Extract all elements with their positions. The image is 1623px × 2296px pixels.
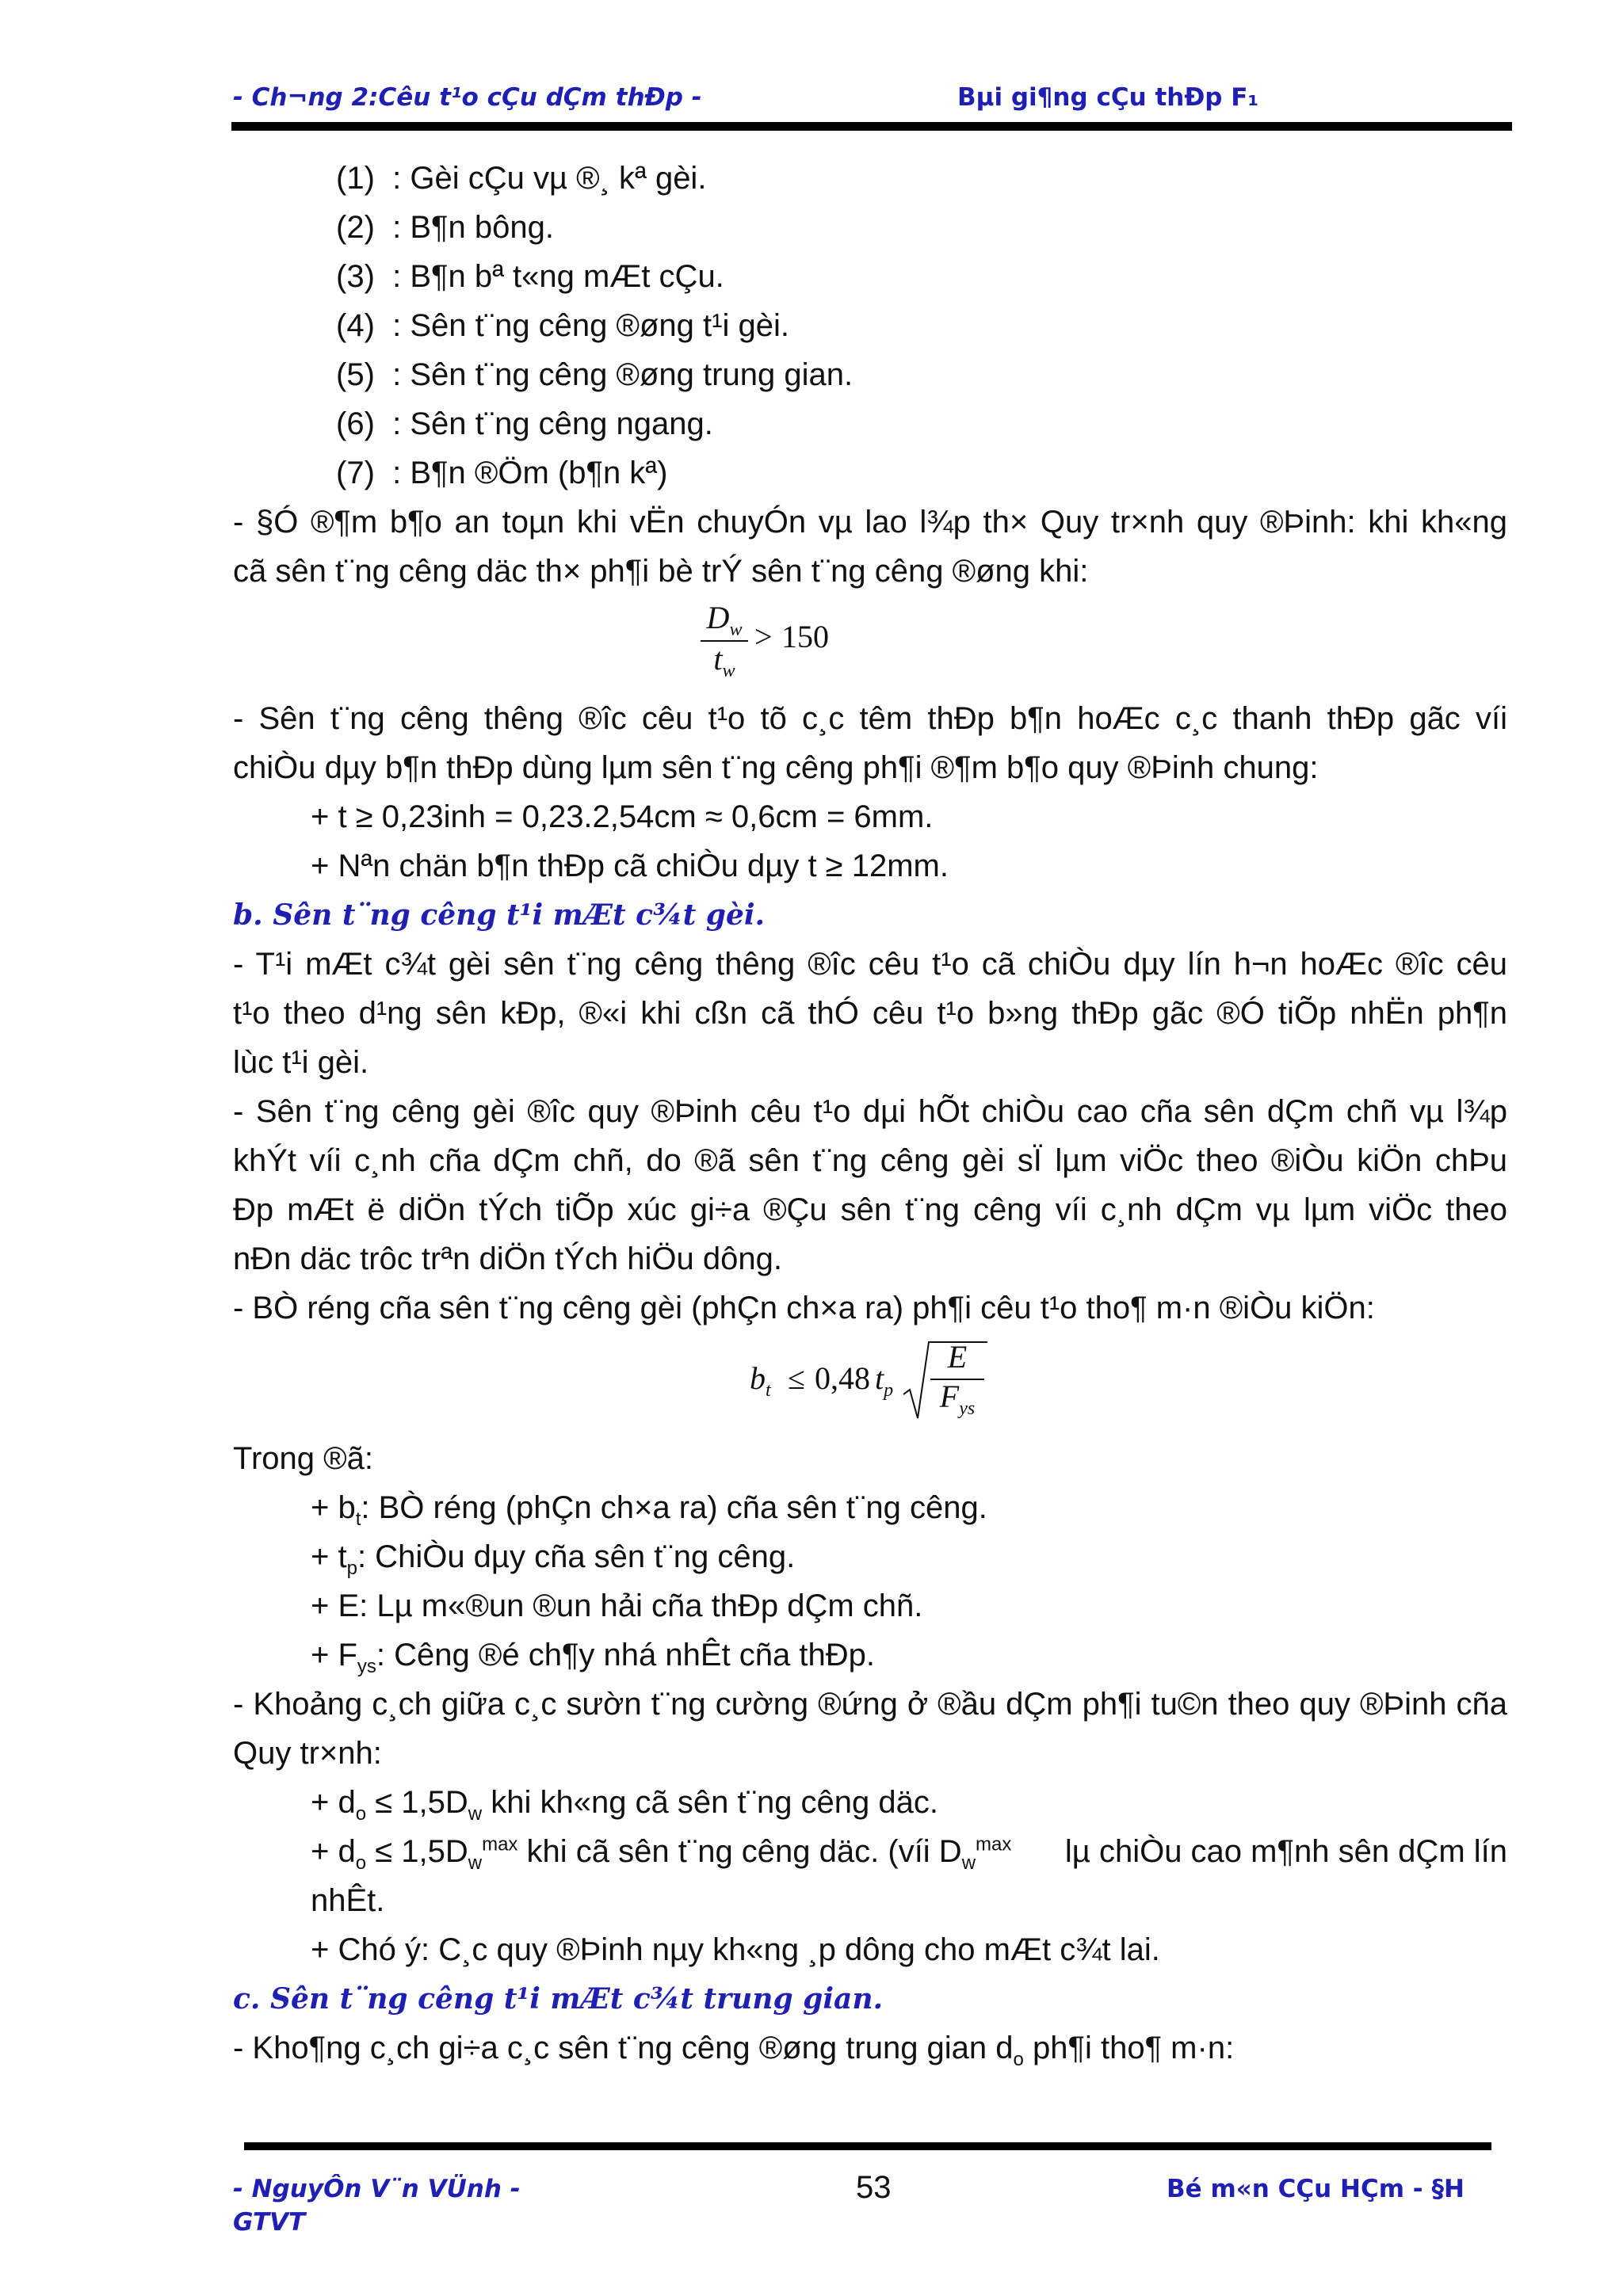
spacing-condition-2: + $d_o \le 1,5D_w^{max}$ khi cã sên t¨ng cêng däc. (víi $D_w^{max}$ lµ chiÒu cao m¶nh sên dÇm lín	[311, 1833, 1507, 1874]
section-heading-c: c. Sên t¨ng cêng t¹i mÆt c¾t trung gian.	[233, 1982, 884, 2016]
definition-item: + $t_p$: ChiÒu dµy cña sên t¨ng cêng.	[311, 1539, 796, 1579]
spacing-condition-1: + $d_o \le 1,5D_w$ khi kh«ng cã sên t¨ng cêng däc.	[311, 1785, 939, 1825]
note: + Chó ý: C¸c quy ®Þinh nµy kh«ng ¸p dông cho mÆt c¾t lai.	[311, 1932, 1160, 1967]
formula-slenderness: $\frac{D_w}{t_w}$ > 150	[233, 596, 1507, 694]
list-item: (3) : B¶n bª t«ng mÆt cÇu.	[336, 259, 724, 294]
header-chapter-title: - Ch¬ng 2:Cêu t¹o cÇu dÇm thÐp -	[233, 83, 702, 112]
paragraph-width-condition: - BÒ réng cña sên t¨ng cêng gèi (phÇn ch×a ra) ph¶i cêu t¹o tho¶ m·n ®iÒu kiÖn:	[233, 1291, 1375, 1325]
section-heading-b: b. Sên t¨ng cêng t¹i mÆt c¾t gèi.	[233, 898, 766, 932]
rule-thickness-recommended: + Nªn chän b¶n thÐp cã chiÒu dµy t ≥ 12mm.	[311, 849, 949, 883]
spacing-condition-2-cont: nhÊt.	[311, 1883, 385, 1918]
footer-school: GTVT	[233, 2208, 306, 2237]
paragraph-stiffener-material: - Sên t¨ng cêng thêng ®îc cêu t¹o tõ c¸c têm thÐp b¶n hoÆc c¸c thanh thÐp gãc víi chiÒu dµy b¶n thÐp dùng lµm sên t¨ng cêng ph¶i ®¶m b¶o quy ®Þinh chung:	[233, 701, 1507, 785]
paragraph-stiffener-spacing: - Khoảng c¸ch giữa c¸c sườn t¨ng cường ®ứng ở ®ầu dÇm ph¶i tu©n theo quy ®Þinh cña Quy tr×nh:	[233, 1687, 1507, 1771]
rule-thickness-min: + t ≥ 0,23inh = 0,23.2,54cm ≈ 0,6cm = 6mm.	[311, 799, 934, 834]
definition-item: + $F_{ys}$: Cêng ®é ch¶y nhá nhÊt cña thÐp.	[311, 1638, 876, 1677]
list-item: (7) : B¶n ®Öm (b¶n kª)	[336, 456, 668, 490]
list-item: (5) : Sên t¨ng cêng ®øng trung gian.	[336, 357, 854, 392]
page-body	[233, 154, 1507, 2073]
paragraph-intermediate-spacing: - Kho¶ng c¸ch gi÷a c¸c sên t¨ng cêng ®øng trung gian $d_o$ ph¶i tho¶ m·n:	[233, 2031, 1235, 2070]
footer-department: Bé m«n CÇu HÇm - §H	[1167, 2175, 1465, 2203]
list-item: (6) : Sên t¨ng cêng ngang.	[336, 406, 713, 441]
definition-item: + $b_t$: BÒ réng (phÇn ch×a ra) cña sên t¨ng cêng.	[311, 1490, 987, 1530]
header-rule	[231, 122, 1512, 131]
paragraph-transport-safety: - §Ó ®¶m b¶o an toµn khi vËn chuyÓn vµ lao l¾p th× Quy tr×nh quy ®Þinh: khi kh«ng cã sên t¨ng cêng däc th× ph¶i bè trÝ sên t¨ng cêng ®øng khi:	[233, 505, 1507, 589]
page-number: 53	[856, 2170, 892, 2205]
paragraph-bearing-stiffener: - Sên t¨ng cêng gèi ®îc quy ®Þinh cêu t¹o dµi hÕt chiÒu cao cña sên dÇm chñ vµ l¾p khÝt víi c¸nh cña dÇm chñ, do ®ã sên t¨ng cêng gèi sÏ lµm viÖc theo ®iÒu kiÖn chÞu Ðp mÆt ë diÖn tÝch tiÕp xúc gi÷a ®Çu sên t¨ng cêng víi c¸nh dÇm vµ lµm viÖc theo nÐn däc trôc trªn diÖn tÝch hiÖu dông.	[233, 1094, 1507, 1276]
list-item: (2) : B¶n bông.	[336, 210, 554, 245]
component-list	[233, 154, 1507, 498]
formula-width-limit: $b_t$ ≤ 0,48 $t_p$ E $F_{ys}$	[233, 1333, 1507, 1434]
footer-author: - NguyÔn V¨n VÜnh -	[233, 2175, 521, 2203]
list-item: (1) : Gèi cÇu vµ ®¸ kª gèi.	[336, 161, 707, 196]
where-label: Trong ®ã:	[233, 1441, 373, 1476]
definition-item: + E: Lµ m«®un ®un hải cña thÐp dÇm chñ.	[311, 1589, 923, 1623]
header-course-title: Bµi gi¶ng cÇu thÐp F₁	[957, 83, 1259, 112]
paragraph-support-stiffener: - T¹i mÆt c¾t gèi sên t¨ng cêng thêng ®îc cêu t¹o cã chiÒu dµy lín h¬n hoÆc ®îc cêu t¹o theo d¹ng sên kÐp, ®«i khi cßn cã thÓ cêu t¹o b»ng thÐp gãc ®Ó tiÕp nhËn ph¶n lùc t¹i gèi.	[233, 947, 1507, 1080]
list-item: (4) : Sên t¨ng cêng ®øng t¹i gèi.	[336, 308, 789, 343]
footer-rule	[244, 2142, 1491, 2150]
